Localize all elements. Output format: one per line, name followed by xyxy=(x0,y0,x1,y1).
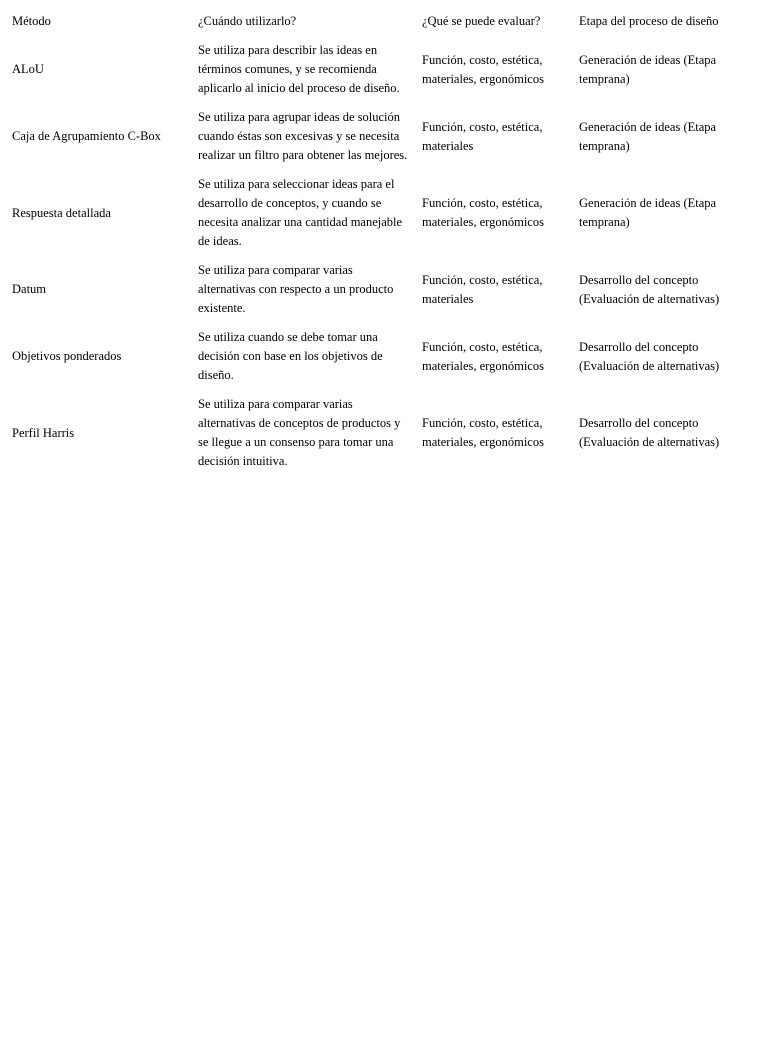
table-row xyxy=(6,256,750,323)
cell-when: Se utiliza para agrupar ideas de solución cuando éstas son excesivas y se necesita realizar un filtro para obtener las mejores. xyxy=(198,110,408,162)
cell-stage: Desarrollo del concepto (Evaluación de alternativas) xyxy=(579,272,720,306)
header-method: Método xyxy=(12,14,51,28)
cell-when: Se utiliza cuando se debe tomar una decisión con base en los objetivos de diseño. xyxy=(198,330,383,382)
cell-evaluate: Función, costo, estética, materiales, ergonómicos xyxy=(422,196,544,229)
cell-method: ALoU xyxy=(12,62,44,76)
cell-when: Se utiliza para comparar varias alternativas de conceptos de productos y se llegue a un consenso para tomar una decisión intuitiva. xyxy=(198,397,401,468)
cell-method: Perfil Harris xyxy=(12,425,75,440)
cell-evaluate: Función, costo, estética, materiales xyxy=(422,119,543,153)
cell-when: Se utiliza para comparar varias alternativas con respecto a un producto existente. xyxy=(198,263,394,315)
header-when: ¿Cuándo utilizarlo? xyxy=(198,14,297,28)
cell-method: Objetivos ponderados xyxy=(12,349,122,363)
cell-method: Datum xyxy=(12,282,47,296)
table-row xyxy=(6,36,750,103)
cell-method: Caja de Agrupamiento C-Box xyxy=(12,129,161,143)
header-evaluate: ¿Qué se puede evaluar? xyxy=(422,14,541,28)
table-row xyxy=(6,103,750,170)
cell-stage: Generación de ideas (Etapa temprana) xyxy=(579,119,717,153)
cell-when: Se utiliza para describir las ideas en términos comunes, y se recomienda aplicarlo al inicio del proceso de diseño. xyxy=(198,43,400,95)
cell-evaluate: Función, costo, estética, materiales, ergonómicos xyxy=(422,416,544,449)
cell-stage: Desarrollo del concepto (Evaluación de alternativas) xyxy=(579,416,720,449)
cell-stage: Generación de ideas (Etapa temprana) xyxy=(579,52,717,86)
cell-evaluate: Función, costo, estética, materiales xyxy=(422,272,543,306)
table-row xyxy=(6,390,750,476)
table-row xyxy=(6,323,750,390)
cell-evaluate: Función, costo, estética, materiales, ergonómicos xyxy=(422,339,544,373)
cell-stage: Generación de ideas (Etapa temprana) xyxy=(579,196,717,229)
methods-table xyxy=(6,12,750,476)
cell-stage: Desarrollo del concepto (Evaluación de alternativas) xyxy=(579,339,720,373)
header-stage: Etapa del proceso de diseño xyxy=(579,14,719,28)
cell-when: Se utiliza para seleccionar ideas para el desarrollo de conceptos, y cuando se necesita analizar una cantidad manejable de ideas. xyxy=(198,177,403,248)
cell-method: Respuesta detallada xyxy=(12,205,111,220)
table-header-row xyxy=(6,12,750,36)
cell-evaluate: Función, costo, estética, materiales, ergonómicos xyxy=(422,52,544,86)
table-row xyxy=(6,170,750,256)
